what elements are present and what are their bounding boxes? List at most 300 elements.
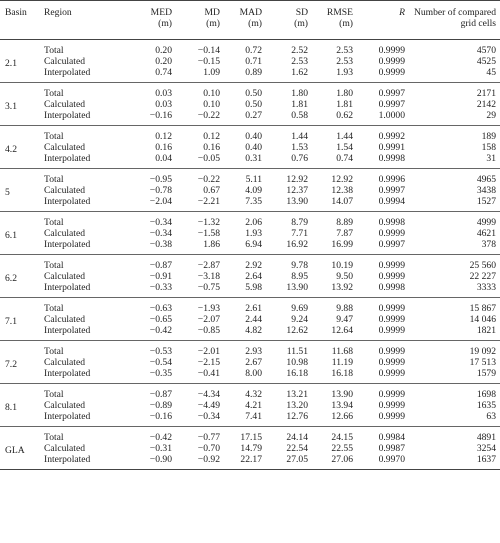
rmse-cell: 2.53 bbox=[336, 56, 353, 67]
region-cell: Interpolated bbox=[44, 239, 91, 250]
region-cell: Interpolated bbox=[44, 454, 91, 465]
basin-cell: 7.2 bbox=[5, 359, 17, 370]
rmse-cell: 8.89 bbox=[336, 217, 353, 228]
region-cell: Calculated bbox=[44, 228, 86, 239]
med-cell: −0.38 bbox=[149, 239, 172, 250]
table-row bbox=[0, 341, 500, 358]
md-cell: −1.32 bbox=[197, 217, 220, 228]
region-cell: Calculated bbox=[44, 400, 86, 411]
region-cell: Interpolated bbox=[44, 325, 91, 336]
table-row bbox=[0, 454, 500, 470]
header-basin: Basin bbox=[0, 1, 44, 40]
table-row bbox=[0, 196, 500, 212]
md-cell: 0.67 bbox=[203, 185, 220, 196]
rmse-cell: 11.19 bbox=[331, 357, 353, 368]
mad-cell: 5.11 bbox=[245, 174, 262, 185]
r-cell: 0.9987 bbox=[378, 443, 405, 454]
med-cell: −0.33 bbox=[149, 282, 172, 293]
n-cell: 3254 bbox=[476, 443, 496, 454]
md-cell: −0.85 bbox=[197, 325, 220, 336]
region-cell: Interpolated bbox=[44, 411, 91, 422]
rmse-cell: 12.92 bbox=[331, 174, 353, 185]
basin-cell: 3.1 bbox=[5, 101, 17, 112]
med-cell: −0.89 bbox=[149, 400, 172, 411]
r-cell: 0.9999 bbox=[378, 228, 405, 239]
n-cell: 17 513 bbox=[469, 357, 496, 368]
rmse-cell: 22.55 bbox=[331, 443, 353, 454]
table-row bbox=[0, 153, 500, 169]
sd-cell: 7.71 bbox=[291, 228, 308, 239]
r-cell: 0.9999 bbox=[378, 368, 405, 379]
sd-cell: 1.81 bbox=[291, 99, 308, 110]
basin-cell: 5 bbox=[5, 187, 10, 198]
rmse-cell: 14.07 bbox=[331, 196, 353, 207]
region-cell: Total bbox=[44, 432, 64, 443]
header-count: Number of compared grid cells bbox=[405, 1, 500, 40]
mad-cell: 8.00 bbox=[245, 368, 262, 379]
mad-cell: 4.32 bbox=[245, 389, 262, 400]
sd-cell: 1.62 bbox=[291, 67, 308, 78]
sd-cell: 12.62 bbox=[286, 325, 308, 336]
region-cell: Calculated bbox=[44, 185, 86, 196]
mad-cell: 2.44 bbox=[245, 314, 262, 325]
region-cell: Calculated bbox=[44, 314, 86, 325]
n-cell: 1698 bbox=[476, 389, 496, 400]
med-cell: 0.20 bbox=[155, 56, 172, 67]
r-cell: 0.9994 bbox=[378, 196, 405, 207]
r-cell: 0.9999 bbox=[378, 260, 405, 271]
md-cell: −0.77 bbox=[197, 432, 220, 443]
md-cell: −1.93 bbox=[197, 303, 220, 314]
r-cell: 0.9970 bbox=[378, 454, 405, 465]
mad-cell: 0.27 bbox=[245, 110, 262, 121]
sd-cell: 13.90 bbox=[286, 282, 308, 293]
rmse-cell: 1.54 bbox=[336, 142, 353, 153]
r-cell: 0.9997 bbox=[378, 88, 405, 99]
r-cell: 0.9997 bbox=[378, 239, 405, 250]
n-cell: 378 bbox=[481, 239, 496, 250]
table-row bbox=[0, 212, 500, 229]
n-cell: 189 bbox=[481, 131, 496, 142]
rmse-cell: 24.15 bbox=[331, 432, 353, 443]
table-row bbox=[0, 298, 500, 315]
mad-cell: 2.67 bbox=[245, 357, 262, 368]
region-cell: Total bbox=[44, 88, 64, 99]
med-cell: −0.63 bbox=[149, 303, 172, 314]
n-cell: 4965 bbox=[476, 174, 496, 185]
rmse-cell: 11.68 bbox=[331, 346, 353, 357]
rmse-cell: 12.64 bbox=[331, 325, 353, 336]
med-cell: −0.87 bbox=[149, 389, 172, 400]
region-cell: Total bbox=[44, 389, 64, 400]
rmse-cell: 1.44 bbox=[336, 131, 353, 142]
sd-cell: 12.76 bbox=[286, 411, 308, 422]
r-cell: 0.9999 bbox=[378, 325, 405, 336]
table-row bbox=[0, 142, 500, 153]
md-cell: −2.01 bbox=[197, 346, 220, 357]
sd-cell: 2.52 bbox=[291, 45, 308, 56]
basin-cell: 2.1 bbox=[5, 58, 17, 69]
table-row bbox=[0, 255, 500, 272]
n-cell: 19 092 bbox=[469, 346, 496, 357]
n-cell: 15 867 bbox=[469, 303, 496, 314]
r-cell: 1.0000 bbox=[378, 110, 405, 121]
header-md: MD (m) bbox=[172, 1, 220, 40]
r-cell: 0.9999 bbox=[378, 45, 405, 56]
region-cell: Calculated bbox=[44, 142, 86, 153]
r-cell: 0.9999 bbox=[378, 56, 405, 67]
n-cell: 158 bbox=[481, 142, 496, 153]
region-cell: Calculated bbox=[44, 443, 86, 454]
md-cell: 1.86 bbox=[203, 239, 220, 250]
med-cell: −0.31 bbox=[149, 443, 172, 454]
sd-cell: 16.18 bbox=[286, 368, 308, 379]
table-row bbox=[0, 56, 500, 67]
rmse-cell: 27.06 bbox=[331, 454, 353, 465]
region-cell: Calculated bbox=[44, 357, 86, 368]
table-row bbox=[0, 400, 500, 411]
n-cell: 1821 bbox=[476, 325, 496, 336]
med-cell: −0.34 bbox=[149, 217, 172, 228]
mad-cell: 4.09 bbox=[245, 185, 262, 196]
sd-cell: 13.21 bbox=[286, 389, 308, 400]
md-cell: −3.18 bbox=[197, 271, 220, 282]
sd-cell: 13.90 bbox=[286, 196, 308, 207]
sd-cell: 8.95 bbox=[291, 271, 308, 282]
basin-group bbox=[0, 169, 500, 212]
rmse-cell: 7.87 bbox=[336, 228, 353, 239]
n-cell: 45 bbox=[486, 67, 496, 78]
md-cell: 0.12 bbox=[203, 131, 220, 142]
n-cell: 29 bbox=[486, 110, 496, 121]
md-cell: −1.58 bbox=[197, 228, 220, 239]
n-cell: 4525 bbox=[476, 56, 496, 67]
sd-cell: 10.98 bbox=[286, 357, 308, 368]
r-cell: 0.9999 bbox=[378, 314, 405, 325]
n-cell: 2171 bbox=[476, 88, 496, 99]
md-cell: −2.87 bbox=[197, 260, 220, 271]
r-cell: 0.9999 bbox=[378, 411, 405, 422]
med-cell: 0.20 bbox=[155, 45, 172, 56]
header-sd: SD (m) bbox=[262, 1, 308, 40]
md-cell: −4.34 bbox=[197, 389, 220, 400]
rmse-cell: 16.18 bbox=[331, 368, 353, 379]
mad-cell: 4.82 bbox=[245, 325, 262, 336]
basin-cell: 6.2 bbox=[5, 273, 17, 284]
mad-cell: 0.31 bbox=[245, 153, 262, 164]
mad-cell: 0.40 bbox=[245, 131, 262, 142]
region-cell: Interpolated bbox=[44, 67, 91, 78]
med-cell: −0.90 bbox=[149, 454, 172, 465]
n-cell: 4621 bbox=[476, 228, 496, 239]
r-cell: 0.9998 bbox=[378, 282, 405, 293]
table-row bbox=[0, 83, 500, 100]
region-cell: Total bbox=[44, 346, 64, 357]
rmse-cell: 0.62 bbox=[336, 110, 353, 121]
n-cell: 25 560 bbox=[469, 260, 496, 271]
n-cell: 63 bbox=[486, 411, 496, 422]
table-row bbox=[0, 40, 500, 57]
rmse-cell: 13.92 bbox=[331, 282, 353, 293]
sd-cell: 13.20 bbox=[286, 400, 308, 411]
basin-cell: GLA bbox=[5, 445, 25, 456]
r-cell: 0.9999 bbox=[378, 400, 405, 411]
basin-cell: 7.1 bbox=[5, 316, 17, 327]
table-row bbox=[0, 169, 500, 186]
rmse-cell: 16.99 bbox=[331, 239, 353, 250]
basin-group bbox=[0, 298, 500, 341]
table-row bbox=[0, 357, 500, 368]
mad-cell: 2.61 bbox=[245, 303, 262, 314]
table-row bbox=[0, 228, 500, 239]
md-cell: −0.22 bbox=[197, 110, 220, 121]
sd-cell: 1.53 bbox=[291, 142, 308, 153]
table-header bbox=[0, 1, 500, 40]
table-row bbox=[0, 282, 500, 298]
md-cell: −2.15 bbox=[197, 357, 220, 368]
sd-cell: 12.37 bbox=[286, 185, 308, 196]
md-cell: −0.34 bbox=[197, 411, 220, 422]
med-cell: −0.35 bbox=[149, 368, 172, 379]
n-cell: 2142 bbox=[476, 99, 496, 110]
md-cell: −0.05 bbox=[197, 153, 220, 164]
n-cell: 22 227 bbox=[469, 271, 496, 282]
region-cell: Total bbox=[44, 303, 64, 314]
r-cell: 0.9996 bbox=[378, 174, 405, 185]
sd-cell: 9.69 bbox=[291, 303, 308, 314]
md-cell: −0.75 bbox=[197, 282, 220, 293]
rmse-cell: 9.50 bbox=[336, 271, 353, 282]
mad-cell: 5.98 bbox=[245, 282, 262, 293]
rmse-cell: 1.93 bbox=[336, 67, 353, 78]
med-cell: −0.87 bbox=[149, 260, 172, 271]
table-row bbox=[0, 368, 500, 384]
rmse-cell: 2.53 bbox=[336, 45, 353, 56]
table-row bbox=[0, 99, 500, 110]
n-cell: 1637 bbox=[476, 454, 496, 465]
basin-group bbox=[0, 384, 500, 427]
med-cell: −0.53 bbox=[149, 346, 172, 357]
n-cell: 1527 bbox=[476, 196, 496, 207]
basin-cell: 6.1 bbox=[5, 230, 17, 241]
rmse-cell: 9.47 bbox=[336, 314, 353, 325]
r-cell: 0.9991 bbox=[378, 142, 405, 153]
mad-cell: 2.64 bbox=[245, 271, 262, 282]
sd-cell: 16.92 bbox=[286, 239, 308, 250]
n-cell: 1579 bbox=[476, 368, 496, 379]
sd-cell: 1.44 bbox=[291, 131, 308, 142]
table-row bbox=[0, 271, 500, 282]
med-cell: −0.34 bbox=[149, 228, 172, 239]
table-row bbox=[0, 411, 500, 427]
n-cell: 1635 bbox=[476, 400, 496, 411]
rmse-cell: 1.81 bbox=[336, 99, 353, 110]
table-row bbox=[0, 443, 500, 454]
mad-cell: 7.35 bbox=[245, 196, 262, 207]
md-cell: −0.22 bbox=[197, 174, 220, 185]
rmse-cell: 1.80 bbox=[336, 88, 353, 99]
rmse-cell: 12.38 bbox=[331, 185, 353, 196]
region-cell: Total bbox=[44, 260, 64, 271]
n-cell: 3438 bbox=[476, 185, 496, 196]
md-cell: 0.16 bbox=[203, 142, 220, 153]
mad-cell: 4.21 bbox=[245, 400, 262, 411]
sd-cell: 12.92 bbox=[286, 174, 308, 185]
rmse-cell: 10.19 bbox=[331, 260, 353, 271]
n-cell: 4999 bbox=[476, 217, 496, 228]
med-cell: −0.54 bbox=[149, 357, 172, 368]
basin-group bbox=[0, 83, 500, 126]
r-cell: 0.9992 bbox=[378, 131, 405, 142]
mad-cell: 1.93 bbox=[245, 228, 262, 239]
med-cell: 0.74 bbox=[155, 67, 172, 78]
rmse-cell: 13.90 bbox=[331, 389, 353, 400]
header-med: MED (m) bbox=[122, 1, 172, 40]
med-cell: −0.16 bbox=[149, 110, 172, 121]
region-cell: Calculated bbox=[44, 56, 86, 67]
r-cell: 0.9999 bbox=[378, 389, 405, 400]
table-row bbox=[0, 314, 500, 325]
table-row bbox=[0, 67, 500, 83]
region-cell: Total bbox=[44, 131, 64, 142]
header-rmse: RMSE (m) bbox=[308, 1, 353, 40]
mad-cell: 6.94 bbox=[245, 239, 262, 250]
mad-cell: 2.92 bbox=[245, 260, 262, 271]
basin-group bbox=[0, 341, 500, 384]
md-cell: 0.10 bbox=[203, 88, 220, 99]
r-cell: 0.9999 bbox=[378, 357, 405, 368]
md-cell: −0.92 bbox=[197, 454, 220, 465]
basin-cell: 8.1 bbox=[5, 402, 17, 413]
med-cell: 0.04 bbox=[155, 153, 172, 164]
n-cell: 3333 bbox=[476, 282, 496, 293]
mad-cell: 2.06 bbox=[245, 217, 262, 228]
table-row bbox=[0, 239, 500, 255]
med-cell: 0.03 bbox=[155, 88, 172, 99]
sd-cell: 9.78 bbox=[291, 260, 308, 271]
mad-cell: 7.41 bbox=[245, 411, 262, 422]
med-cell: −0.91 bbox=[149, 271, 172, 282]
n-cell: 4891 bbox=[476, 432, 496, 443]
sd-cell: 9.24 bbox=[291, 314, 308, 325]
sd-cell: 0.58 bbox=[291, 110, 308, 121]
med-cell: −2.04 bbox=[149, 196, 172, 207]
med-cell: −0.65 bbox=[149, 314, 172, 325]
sd-cell: 8.79 bbox=[291, 217, 308, 228]
region-cell: Interpolated bbox=[44, 282, 91, 293]
basin-group bbox=[0, 212, 500, 255]
md-cell: 1.09 bbox=[203, 67, 220, 78]
rmse-cell: 13.94 bbox=[331, 400, 353, 411]
region-cell: Total bbox=[44, 217, 64, 228]
md-cell: −0.14 bbox=[197, 45, 220, 56]
md-cell: −2.21 bbox=[197, 196, 220, 207]
med-cell: 0.03 bbox=[155, 99, 172, 110]
header-region: Region bbox=[44, 1, 122, 40]
basin-group bbox=[0, 126, 500, 169]
rmse-cell: 0.74 bbox=[336, 153, 353, 164]
mad-cell: 17.15 bbox=[240, 432, 262, 443]
table-row bbox=[0, 427, 500, 444]
mad-cell: 0.89 bbox=[245, 67, 262, 78]
md-cell: −0.15 bbox=[197, 56, 220, 67]
r-cell: 0.9997 bbox=[378, 185, 405, 196]
r-cell: 0.9999 bbox=[378, 67, 405, 78]
n-cell: 4570 bbox=[476, 45, 496, 56]
header-mad: MAD (m) bbox=[220, 1, 262, 40]
sd-cell: 27.05 bbox=[286, 454, 308, 465]
sd-cell: 0.76 bbox=[291, 153, 308, 164]
basin-group bbox=[0, 255, 500, 298]
mad-cell: 2.93 bbox=[245, 346, 262, 357]
med-cell: −0.95 bbox=[149, 174, 172, 185]
md-cell: −2.07 bbox=[197, 314, 220, 325]
basin-cell: 4.2 bbox=[5, 144, 17, 155]
table-row bbox=[0, 110, 500, 126]
sd-cell: 24.14 bbox=[286, 432, 308, 443]
region-cell: Total bbox=[44, 174, 64, 185]
table-row bbox=[0, 384, 500, 401]
region-cell: Calculated bbox=[44, 271, 86, 282]
md-cell: −4.49 bbox=[197, 400, 220, 411]
mad-cell: 0.71 bbox=[245, 56, 262, 67]
table-row bbox=[0, 126, 500, 143]
sd-cell: 2.53 bbox=[291, 56, 308, 67]
region-cell: Interpolated bbox=[44, 153, 91, 164]
sd-cell: 11.51 bbox=[286, 346, 308, 357]
r-cell: 0.9999 bbox=[378, 346, 405, 357]
med-cell: −0.42 bbox=[149, 432, 172, 443]
region-cell: Interpolated bbox=[44, 196, 91, 207]
med-cell: −0.42 bbox=[149, 325, 172, 336]
mad-cell: 0.40 bbox=[245, 142, 262, 153]
n-cell: 14 046 bbox=[469, 314, 496, 325]
region-cell: Interpolated bbox=[44, 368, 91, 379]
med-cell: 0.12 bbox=[155, 131, 172, 142]
md-cell: −0.70 bbox=[197, 443, 220, 454]
mad-cell: 0.50 bbox=[245, 99, 262, 110]
region-cell: Interpolated bbox=[44, 110, 91, 121]
med-cell: −0.16 bbox=[149, 411, 172, 422]
sd-cell: 22.54 bbox=[286, 443, 308, 454]
mad-cell: 0.50 bbox=[245, 88, 262, 99]
rmse-cell: 9.88 bbox=[336, 303, 353, 314]
basin-group bbox=[0, 427, 500, 470]
region-cell: Total bbox=[44, 45, 64, 56]
mad-cell: 0.72 bbox=[245, 45, 262, 56]
table-row bbox=[0, 325, 500, 341]
table-row bbox=[0, 185, 500, 196]
med-cell: 0.16 bbox=[155, 142, 172, 153]
r-cell: 0.9999 bbox=[378, 303, 405, 314]
n-cell: 31 bbox=[486, 153, 496, 164]
rmse-cell: 12.66 bbox=[331, 411, 353, 422]
mad-cell: 22.17 bbox=[240, 454, 262, 465]
md-cell: −0.41 bbox=[197, 368, 220, 379]
mad-cell: 14.79 bbox=[240, 443, 262, 454]
md-cell: 0.10 bbox=[203, 99, 220, 110]
r-cell: 0.9998 bbox=[378, 153, 405, 164]
r-cell: 0.9997 bbox=[378, 99, 405, 110]
med-cell: −0.78 bbox=[149, 185, 172, 196]
r-cell: 0.9984 bbox=[378, 432, 405, 443]
r-cell: 0.9999 bbox=[378, 271, 405, 282]
header-r: R bbox=[353, 1, 405, 40]
sd-cell: 1.80 bbox=[291, 88, 308, 99]
r-cell: 0.9998 bbox=[378, 217, 405, 228]
region-cell: Calculated bbox=[44, 99, 86, 110]
basin-group bbox=[0, 40, 500, 83]
